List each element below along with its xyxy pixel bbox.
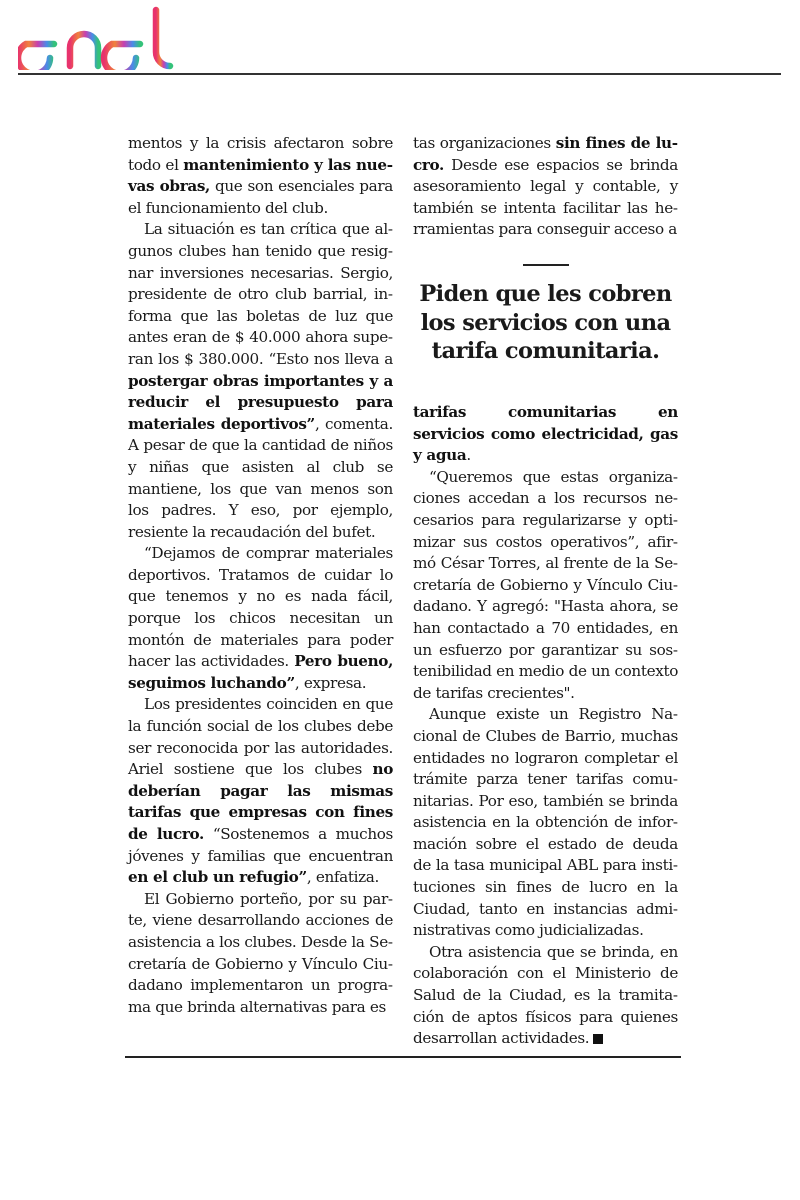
end-of-article-mark: [593, 1034, 603, 1044]
paragraph: El Gobierno porteño, por su parte, viene desarrollando acciones de asistencia a los clubes. Desde la Secretaría de Gobierno y Vínculo Ciudadano implementaron un programa que brinda alternativas para es: [128, 889, 393, 1016]
paragraph: Aunque existe un Registro Nacional de Clubes de Barrio, muchas entidades no lograron completar el trámite parza tener tarifas comunitarias. Por eso, también se brinda asistencia en la obtención de información sobre el estado de deuda de la tasa municipal ABL para instituciones sin fines de lucro en la Ciudad, tanto en instancias administrativas como judicializadas.: [413, 705, 678, 940]
paragraph: Otra asistencia que se brinda, en colaboración con el Ministerio de Salud de la Ciudad, es la tramitación de aptos físicos para quienes desarrollan actividades.: [413, 942, 678, 1048]
article-column-right-top: [413, 133, 678, 241]
article-column-right-bottom: [413, 402, 678, 1050]
footer-rule: [125, 1056, 681, 1058]
paragraph: “Dejamos de comprar materiales deportivos. Tratamos de cuidar lo que tenemos y no es nada fácil, porque los chicos necesitan un montón de materiales para poder hacer las actividades. Pero bueno, seguimos luchando”, expresa.: [128, 544, 394, 692]
paragraph: tas organizaciones sin fines de lucro. Desde ese espacios se brinda asesoramiento legal y contable, y también se intenta facilitar las herramientas para conseguir acceso a: [413, 134, 678, 239]
paragraph: tarifas comunitarias en servicios como electricidad, gas y agua.: [413, 403, 678, 465]
article-column-left: [128, 133, 393, 1018]
paragraph: Los presidentes coinciden en que la función social de los clubes debe ser reconocida por las autoridades. Ariel sostiene que los clubes no deberían pagar las mismas tarifas que empresas con fines de lucro. “Sostenemos a muchos jóvenes y familias que encuentran en el club un refugio”, enfatiza.: [128, 695, 393, 887]
pull-quote-text: Piden que les cobren los servicios con una tarifa comunitaria.: [419, 281, 672, 364]
paragraph: mentos y la crisis afectaron sobre todo el mantenimiento y las nuevas obras, que son esenciales para el funcionamiento del club.: [128, 134, 393, 217]
paragraph: “Queremos que estas organizaciones accedan a los recursos necesarios para regularizarse y optimizar sus costos operativos”, afirmó César Torres, al frente de la Secretaría de Gobierno y Vínculo Ciudadano. Y agregó: "Hasta ahora, se han contactado a 70 entidades, en un esfuerzo por garantizar su sostenibilidad en medio de un contexto de tarifas crecientes".: [413, 467, 678, 702]
pull-quote: [413, 262, 678, 366]
enel-logo: [18, 6, 198, 70]
paragraph: La situación es tan crítica que algunos clubes han tenido que resignar inversiones necesarias. Sergio, presidente de otro club barrial, informa que las boletas de luz que antes eran de $ 40.000 ahora superan los $ 380.000. “Esto nos lleva a postergar obras importantes y a reducir el presupuesto para materiales deportivos”, comenta. A pesar de que la cantidad de niños y niñas que asisten al club se mantiene, los que van menos son los padres. Y eso, por ejemplo, resiente la recaudación del bufet.: [128, 220, 393, 541]
header-rule: [18, 73, 781, 75]
pull-quote-dash: [523, 264, 569, 266]
